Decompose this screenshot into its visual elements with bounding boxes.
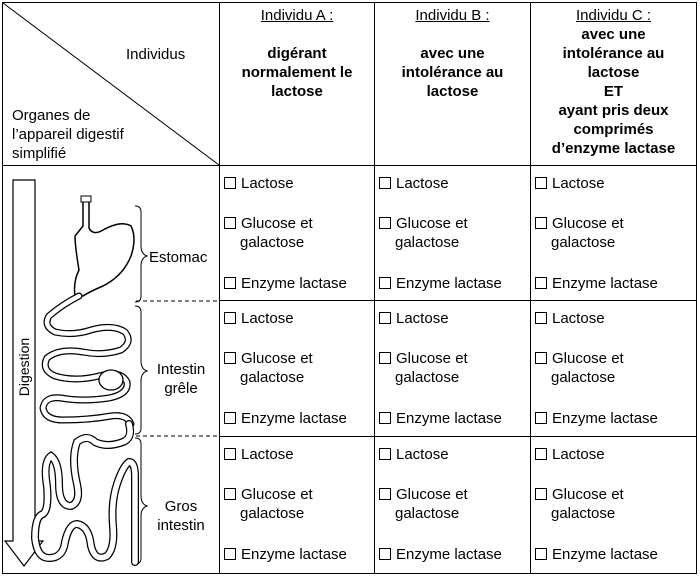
option-lactose[interactable] xyxy=(224,445,294,464)
checkbox[interactable] xyxy=(224,312,236,324)
answer-cell-intestin-grele-b xyxy=(379,309,529,434)
checkbox[interactable] xyxy=(224,177,236,189)
answer-cell-intestin-grele-c xyxy=(535,309,685,434)
organ-name: Intestin xyxy=(156,361,206,378)
answer-cell-intestin-grele-a xyxy=(224,309,374,434)
option-lactose[interactable] xyxy=(224,309,294,328)
column-b-desc: avec une xyxy=(420,45,485,62)
option-label: galactose xyxy=(240,505,305,522)
option-label: Glucose et xyxy=(552,215,624,232)
checkbox[interactable] xyxy=(535,412,547,424)
column-c-desc: intolérance au xyxy=(562,45,665,62)
option-label: Enzyme lactase xyxy=(396,275,502,292)
organes-label xyxy=(12,106,124,163)
option-glucose-galactose[interactable] xyxy=(224,485,313,523)
option-lactose[interactable] xyxy=(224,174,294,193)
checkbox[interactable] xyxy=(224,448,236,460)
option-label: galactose xyxy=(551,505,616,522)
checkbox[interactable] xyxy=(535,488,547,500)
column-c-title: Individu C : xyxy=(575,7,652,24)
option-label: Glucose et xyxy=(552,350,624,367)
option-label: Enzyme lactase xyxy=(396,410,502,427)
row-sep-2 xyxy=(219,436,697,437)
column-header-b xyxy=(375,6,530,101)
checkbox[interactable] xyxy=(379,548,391,560)
checkbox[interactable] xyxy=(535,177,547,189)
option-label: Glucose et xyxy=(396,215,468,232)
option-enzyme-lactase[interactable] xyxy=(535,409,658,428)
column-c-desc: ayant pris deux xyxy=(558,102,669,119)
organes-label-line: simplifié xyxy=(12,145,67,162)
option-label: Enzyme lactase xyxy=(552,546,658,563)
option-label: Lactose xyxy=(552,175,605,192)
organ-label-intestin-grele xyxy=(150,360,212,398)
option-label: Lactose xyxy=(552,310,605,327)
option-label: Lactose xyxy=(552,446,605,463)
organ-name: intestin xyxy=(157,517,205,534)
option-lactose[interactable] xyxy=(379,309,449,328)
option-label: galactose xyxy=(551,369,616,386)
option-label: Glucose et xyxy=(241,486,313,503)
checkbox[interactable] xyxy=(379,412,391,424)
organ-name: grêle xyxy=(164,380,198,397)
option-lactose[interactable] xyxy=(535,445,605,464)
option-enzyme-lactase[interactable] xyxy=(535,274,658,293)
option-label: Enzyme lactase xyxy=(241,275,347,292)
column-header-c xyxy=(531,6,696,158)
option-label: galactose xyxy=(240,234,305,251)
checkbox[interactable] xyxy=(224,277,236,289)
checkbox[interactable] xyxy=(379,277,391,289)
option-lactose[interactable] xyxy=(535,174,605,193)
column-c-desc: comprimés xyxy=(573,121,654,138)
option-lactose[interactable] xyxy=(379,174,449,193)
column-b-desc: lactose xyxy=(426,83,479,100)
checkbox[interactable] xyxy=(535,448,547,460)
checkbox[interactable] xyxy=(224,352,236,364)
option-label: Enzyme lactase xyxy=(241,410,347,427)
option-label: galactose xyxy=(395,369,460,386)
column-b-title: Individu B : xyxy=(415,7,490,24)
checkbox[interactable] xyxy=(535,548,547,560)
column-b-desc: intolérance au xyxy=(401,64,504,81)
column-c-desc: avec une xyxy=(581,26,646,43)
column-a-desc: normalement le xyxy=(241,64,353,81)
organ-label-estomac xyxy=(149,248,207,267)
option-label: galactose xyxy=(395,505,460,522)
organ-name: Gros xyxy=(164,498,198,515)
checkbox[interactable] xyxy=(224,412,236,424)
column-a-desc: digérant xyxy=(267,45,327,62)
estomac-bracket xyxy=(135,206,147,302)
option-glucose-galactose[interactable] xyxy=(535,349,624,387)
answer-cell-estomac-a xyxy=(224,174,374,299)
option-label: galactose xyxy=(395,234,460,251)
option-label: Enzyme lactase xyxy=(552,410,658,427)
checkbox[interactable] xyxy=(535,217,547,229)
option-label: Glucose et xyxy=(396,350,468,367)
organes-label-line: l’appareil digestif xyxy=(12,126,124,143)
option-glucose-galactose[interactable] xyxy=(224,214,313,252)
option-label: Glucose et xyxy=(241,215,313,232)
column-c-desc: lactose xyxy=(587,64,640,81)
option-glucose-galactose[interactable] xyxy=(379,214,468,252)
option-enzyme-lactase[interactable] xyxy=(224,274,347,293)
option-lactose[interactable] xyxy=(379,445,449,464)
checkbox[interactable] xyxy=(224,217,236,229)
individus-label: Individus xyxy=(126,46,186,63)
option-label: Enzyme lactase xyxy=(396,546,502,563)
option-label: Enzyme lactase xyxy=(552,275,658,292)
organ-label-gros-intestin xyxy=(150,497,212,535)
intestin-grele-bracket xyxy=(135,306,147,434)
option-glucose-galactose[interactable] xyxy=(379,349,468,387)
answer-cell-gros-intestin-b xyxy=(379,445,529,570)
option-label: Lactose xyxy=(241,310,294,327)
column-a-desc: lactose xyxy=(271,83,323,100)
checkbox[interactable] xyxy=(379,217,391,229)
option-glucose-galactose[interactable] xyxy=(535,485,624,523)
option-label: galactose xyxy=(240,369,305,386)
option-enzyme-lactase[interactable] xyxy=(379,274,502,293)
option-enzyme-lactase[interactable] xyxy=(224,409,347,428)
checkbox[interactable] xyxy=(379,177,391,189)
table-border-right xyxy=(696,2,697,574)
option-label: Enzyme lactase xyxy=(241,546,347,563)
organ-name: Estomac xyxy=(149,249,208,266)
option-label: Lactose xyxy=(241,446,294,463)
answer-cell-gros-intestin-a xyxy=(224,445,374,570)
column-c-desc: ET xyxy=(603,83,624,100)
table-border-bottom xyxy=(2,573,697,574)
checkbox[interactable] xyxy=(379,448,391,460)
answer-cell-estomac-b xyxy=(379,174,529,299)
option-label: Lactose xyxy=(241,175,294,192)
option-label: galactose xyxy=(551,234,616,251)
column-header-a xyxy=(220,6,374,101)
checkbox[interactable] xyxy=(379,352,391,364)
checkbox[interactable] xyxy=(224,548,236,560)
option-label: Glucose et xyxy=(552,486,624,503)
organes-label-line: Organes de xyxy=(12,107,91,124)
option-label: Glucose et xyxy=(241,350,313,367)
column-c-desc: d’enzyme lactase xyxy=(551,140,676,157)
checkbox[interactable] xyxy=(379,488,391,500)
answer-cell-gros-intestin-c xyxy=(535,445,685,570)
option-label: Lactose xyxy=(396,175,449,192)
option-enzyme-lactase[interactable] xyxy=(224,545,347,564)
row-sep-1 xyxy=(219,300,697,301)
column-a-title: Individu A : xyxy=(260,7,334,24)
option-enzyme-lactase[interactable] xyxy=(379,409,502,428)
option-glucose-galactose[interactable] xyxy=(224,349,313,387)
checkbox[interactable] xyxy=(535,277,547,289)
option-label: Lactose xyxy=(396,446,449,463)
option-lactose[interactable] xyxy=(535,309,605,328)
option-label: Glucose et xyxy=(396,486,468,503)
option-glucose-galactose[interactable] xyxy=(535,214,624,252)
option-label: Lactose xyxy=(396,310,449,327)
checkbox[interactable] xyxy=(535,312,547,324)
digestion-label: Digestion xyxy=(16,337,32,397)
option-enzyme-lactase[interactable] xyxy=(535,545,658,564)
option-glucose-galactose[interactable] xyxy=(379,485,468,523)
checkbox[interactable] xyxy=(379,312,391,324)
checkbox[interactable] xyxy=(535,352,547,364)
answer-cell-estomac-c xyxy=(535,174,685,299)
option-enzyme-lactase[interactable] xyxy=(379,545,502,564)
checkbox[interactable] xyxy=(224,488,236,500)
